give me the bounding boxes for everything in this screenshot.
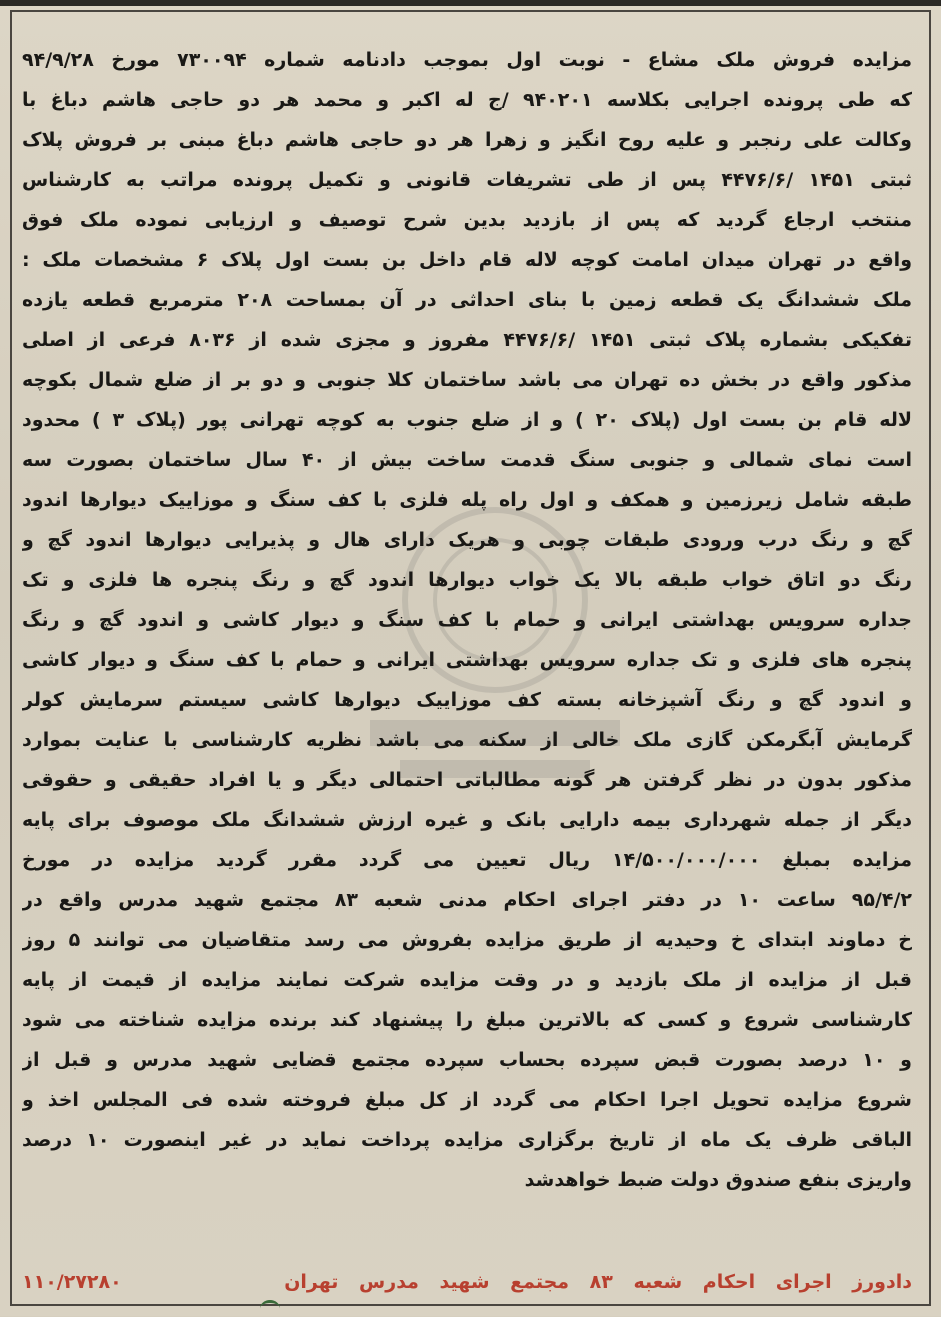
notice-line: طبقه شامل زیرزمین و همکف و اول راه پله فلزی با کف سنگ و موزاییک دیوارها اندود: [22, 489, 912, 511]
notice-footer: [22, 1262, 912, 1302]
notice-line: لاله قام بن بست اول (پلاک ۲۰ ) و از ضلع جنوب به کوچه تهرانی پور (پلاک ۳ ) محدود: [22, 409, 912, 431]
notice-line: ۹۵/۴/۲ ساعت ۱۰ در دفتر اجرای احکام مدنی شعبه ۸۳ مجتمع شهید مدرس واقع در: [22, 889, 912, 911]
notice-line: پنجره های فلزی و تک جداره سرویس بهداشتی ایرانی و حمام با کف سنگ و دیوار کاشی: [22, 649, 912, 671]
notice-line: و ۱۰ درصد بصورت قبض سپرده بحساب سپرده مجتمع قضایی شهید مدرس و قبل از: [22, 1049, 912, 1071]
notice-line: کارشناسی شروع و کسی که بالاترین مبلغ را پیشنهاد کند برنده مزایده شناخته می شود: [22, 1009, 912, 1031]
notice-line: دیگر از جمله شهرداری بیمه دارایی بانک و غیره ارزش ششدانگ ملک موصوف برای پایه: [22, 809, 912, 831]
notice-line: الباقی ظرف یک ماه از تاریخ برگزاری مزایده پرداخت نماید در غیر اینصورت ۱۰ درصد: [22, 1129, 912, 1151]
notice-line-final: واریزی بنفع صندوق دولت ضبط خواهدشد: [524, 1169, 912, 1191]
notice-line: ثبتی ۱۴۵۱ /۴۴۷۶/۶ پس از طی تشریفات قانونی و تکمیل پرونده مراتب به کارشناس: [22, 169, 912, 191]
notice-line: مزایده بمبلغ ۱۴/۵۰۰/۰۰۰/۰۰۰ ریال تعیین می گردد مقرر گردید مزایده در مورخ: [22, 849, 912, 871]
notice-line: است نمای شمالی و جنوبی سنگ قدمت ساخت بیش از ۴۰ سال ساختمان بصورت سه: [22, 449, 912, 471]
notice-line: ملک ششدانگ یک قطعه زمین با بنای احداثی در آن بمساحت ۲۰۸ مترمربع قطعه یازده: [22, 289, 912, 311]
notice-line: که طی پرونده اجرایی بکلاسه ۹۴۰۲۰۱ /ج له اکبر و محمد هر دو حاجی هاشم دباغ با: [22, 89, 912, 111]
notice-line: قبل از مزایده از ملک بازدید و در وقت مزایده شرکت نمایند مزایده از قیمت از پایه: [22, 969, 912, 991]
auction-notice-body: [22, 40, 912, 1200]
notice-line: شروع مزایده تحویل اجرا احکام می گردد از کل مبلغ فروخته شده فی المجلس اخذ و: [22, 1089, 912, 1111]
clipping-bottom-mark: [260, 1300, 280, 1317]
notice-line: خ دماوند ابتدای خ وحیدیه از طریق مزایده بفروش می رسد متقاضیان می توانند ۵ روز: [22, 929, 912, 951]
notice-line: وکالت علی رنجبر و علیه روح انگیز و زهرا هر دو حاجی هاشم دباغ مبنی بر فروش پلاک: [22, 129, 912, 151]
notice-line: جداره سرویس بهداشتی ایرانی و حمام با کف سنگ و دیوار کاشی و اندود گچ و رنگ: [22, 609, 912, 631]
notice-line: مذکور بدون در نظر گرفتن هر گونه مطالباتی احتمالی دیگر و یا افراد حقیقی و حقوقی: [22, 769, 912, 791]
notice-line: رنگ دو اتاق خواب طبقه بالا یک خواب دیوارها اندود گچ و رنگ پنجره ها فلزی و تک: [22, 569, 912, 591]
notice-line: گرمایش آبگرمکن گازی ملک خالی از سکنه می باشد نظریه کارشناسی با عنایت بموارد: [22, 729, 912, 751]
notice-line: گچ و رنگ درب ورودی طبقات چوبی و هریک دارای هال و پذیرایی دیوارها اندود گچ و: [22, 529, 912, 551]
notice-line: منتخب ارجاع گردید که پس از بازدید بدین شرح توصیف و ارزیابی نموده ملک فوق: [22, 209, 912, 231]
notice-line: و اندود گچ و رنگ آشپزخانه بسته کف موزاییک دیوارها کاشی سیستم سرمایش کولر: [22, 689, 912, 711]
reference-number: ۱۱۰/۲۷۲۸۰: [22, 1271, 122, 1293]
notice-line: واقع در تهران میدان امامت کوچه لاله قام داخل بن بست اول پلاک ۶ مشخصات ملک :: [22, 249, 912, 271]
notice-line: تفکیکی بشماره پلاک ثبتی ۱۴۵۱ /۴۴۷۶/۶ مفروز و مجزی شده از ۸۰۳۶ فرعی از اصلی: [22, 329, 912, 351]
notice-line: مزایده فروش ملک مشاع - نوبت اول بموجب دادنامه شماره ۷۳۰۰۹۴ مورخ ۹۴/۹/۲۸: [22, 49, 912, 71]
clipping-top-edge: [0, 0, 941, 6]
issuer-signature: دادورز اجرای احکام شعبه ۸۳ مجتمع شهید مدرس تهران: [284, 1271, 912, 1293]
notice-line: مذکور واقع در بخش ده تهران می باشد ساختمان کلا جنوبی و دو بر از ضلع شمال بکوچه: [22, 369, 912, 391]
